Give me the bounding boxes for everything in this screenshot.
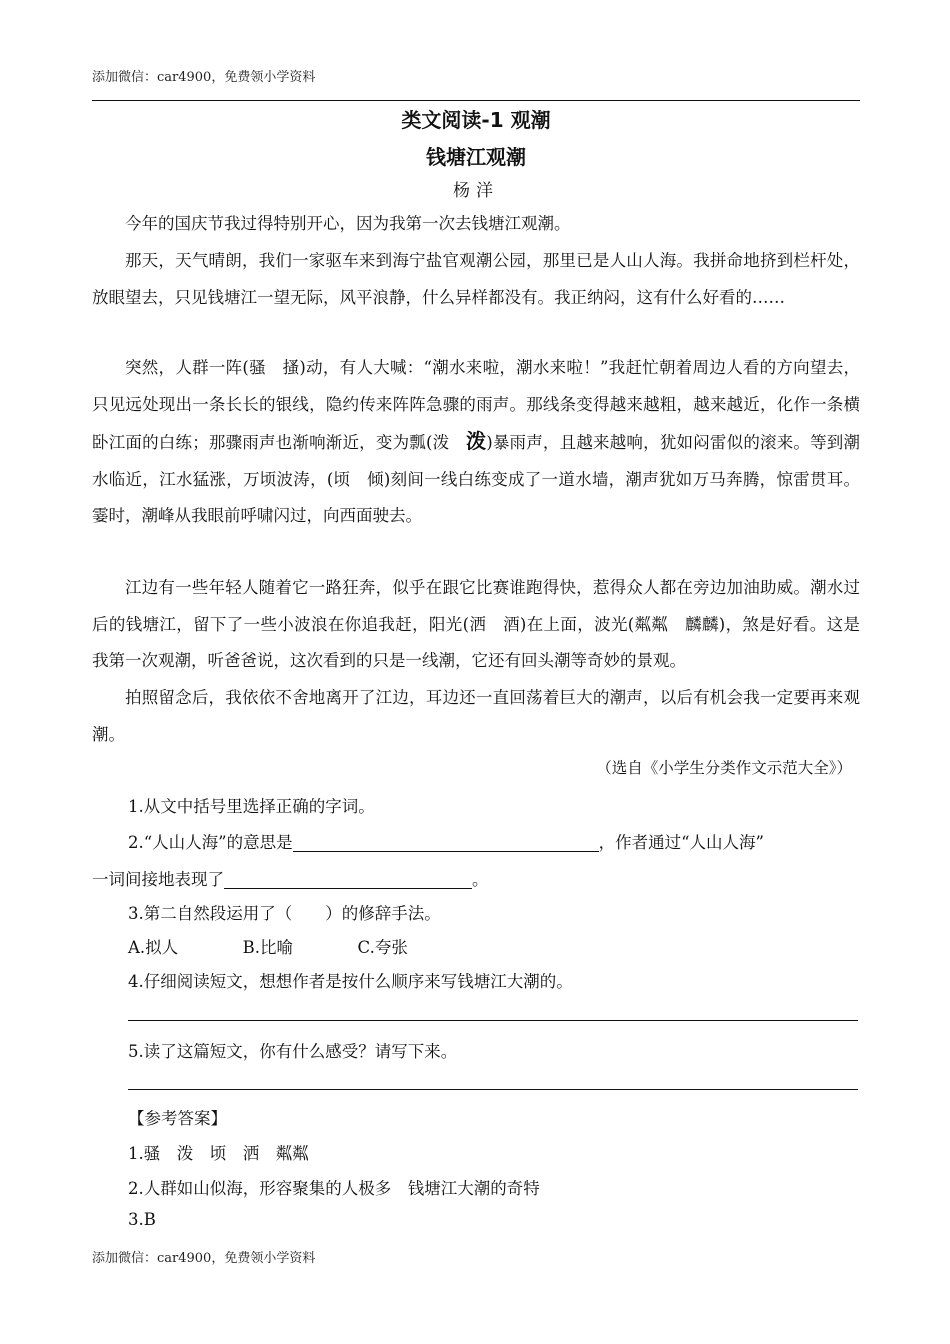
page-title: 类文阅读-1 观潮: [401, 108, 551, 132]
answer-1: 1.骚 泼 顷 洒 粼粼: [128, 1144, 309, 1163]
answer-3: 3.B: [128, 1210, 156, 1229]
paragraph-1: 今年的国庆节我过得特别开心，因为我第一次去钱塘江观潮。: [125, 214, 571, 233]
answers-heading: 【参考答案】: [128, 1109, 227, 1128]
header-rule: [92, 100, 860, 101]
paragraph-4: 江边有一些年轻人随着它一路狂奔，似乎在跟它比赛谁跑得快，惹得众人都在旁边加油助威。潮水过后的钱塘江，留下了一些小波浪在你追我赶，阳光(洒 酒)在上面，波光(粼粼 麟麟)，煞是好看。这是我第一次观潮，听爸爸说，这次看到的只是一线潮，它还有回头潮等奇妙的景观。: [92, 578, 860, 671]
option-c[interactable]: C.夸张: [357, 938, 408, 957]
footer-note: 添加微信：car4900，免费领小学资料: [92, 1251, 316, 1266]
question-2-cont: 一词间接地表现了 。: [92, 870, 489, 889]
question-5: 5.读了这篇短文，你有什么感受？请写下来。: [128, 1042, 458, 1061]
question-1: 1.从文中括号里选择正确的字词。: [128, 797, 375, 816]
answer-blank[interactable]: [293, 833, 599, 852]
paragraph-5: 拍照留念后，我依依不舍地离开了江边，耳边还一直回荡着巨大的潮声，以后有机会我一定要再来观潮。: [92, 688, 860, 744]
article-author: 杨洋: [453, 181, 499, 201]
question-2: 2.“人山人海”的意思是 ，作者通过“人山人海”: [128, 833, 764, 852]
article-source: （选自《小学生分类作文示范大全》）: [596, 759, 852, 777]
paragraph-3: 突然，人群一阵(骚 搔)动，有人大喊：“潮水来啦，潮水来啦！”我赶忙朝着周边人看的方向望去，只见远处现出一条长长的银线，隐约传来阵阵急骤的雨声。那线条变得越来越粗，越来越近，化作一条横卧江面的白练；那骤雨声也渐响渐近，变为瓢(泼 泼)暴雨声，且越来越响，犹如闷雷似的滚来。等到潮水临近，江水猛涨，万顷波涛，(顷 倾)刻间一线白练变成了一道水墙，潮声犹如万马奔腾，惊雷贯耳。霎时，潮峰从我眼前呼啸闪过，向西面驶去。: [92, 358, 861, 526]
option-a[interactable]: A.拟人: [128, 938, 179, 957]
question-3: 3.第二自然段运用了（ ）的修辞手法。: [128, 904, 441, 923]
answer-2: 2.人群如山似海，形容聚集的人极多 钱塘江大潮的奇特: [128, 1179, 540, 1198]
question-3-options: [128, 934, 408, 958]
paragraph-2: 那天，天气晴朗，我们一家驱车来到海宁盐官观潮公园，那里已是人山人海。我拼命地挤到栏杆处，放眼望去，只见钱塘江一望无际，风平浪静，什么异样都没有。我正纳闷，这有什么好看的……: [92, 251, 860, 307]
answer-line-5[interactable]: [128, 1089, 858, 1090]
answer-line-4[interactable]: [128, 1020, 858, 1021]
question-4: 4.仔细阅读短文，想想作者是按什么顺序来写钱塘江大潮的。: [128, 972, 573, 991]
article-title: 钱塘江观潮: [426, 145, 526, 169]
answer-blank[interactable]: [224, 870, 472, 889]
header-note: 添加微信：car4900，免费领小学资料: [92, 70, 316, 85]
option-b[interactable]: B.比喻: [242, 938, 294, 957]
